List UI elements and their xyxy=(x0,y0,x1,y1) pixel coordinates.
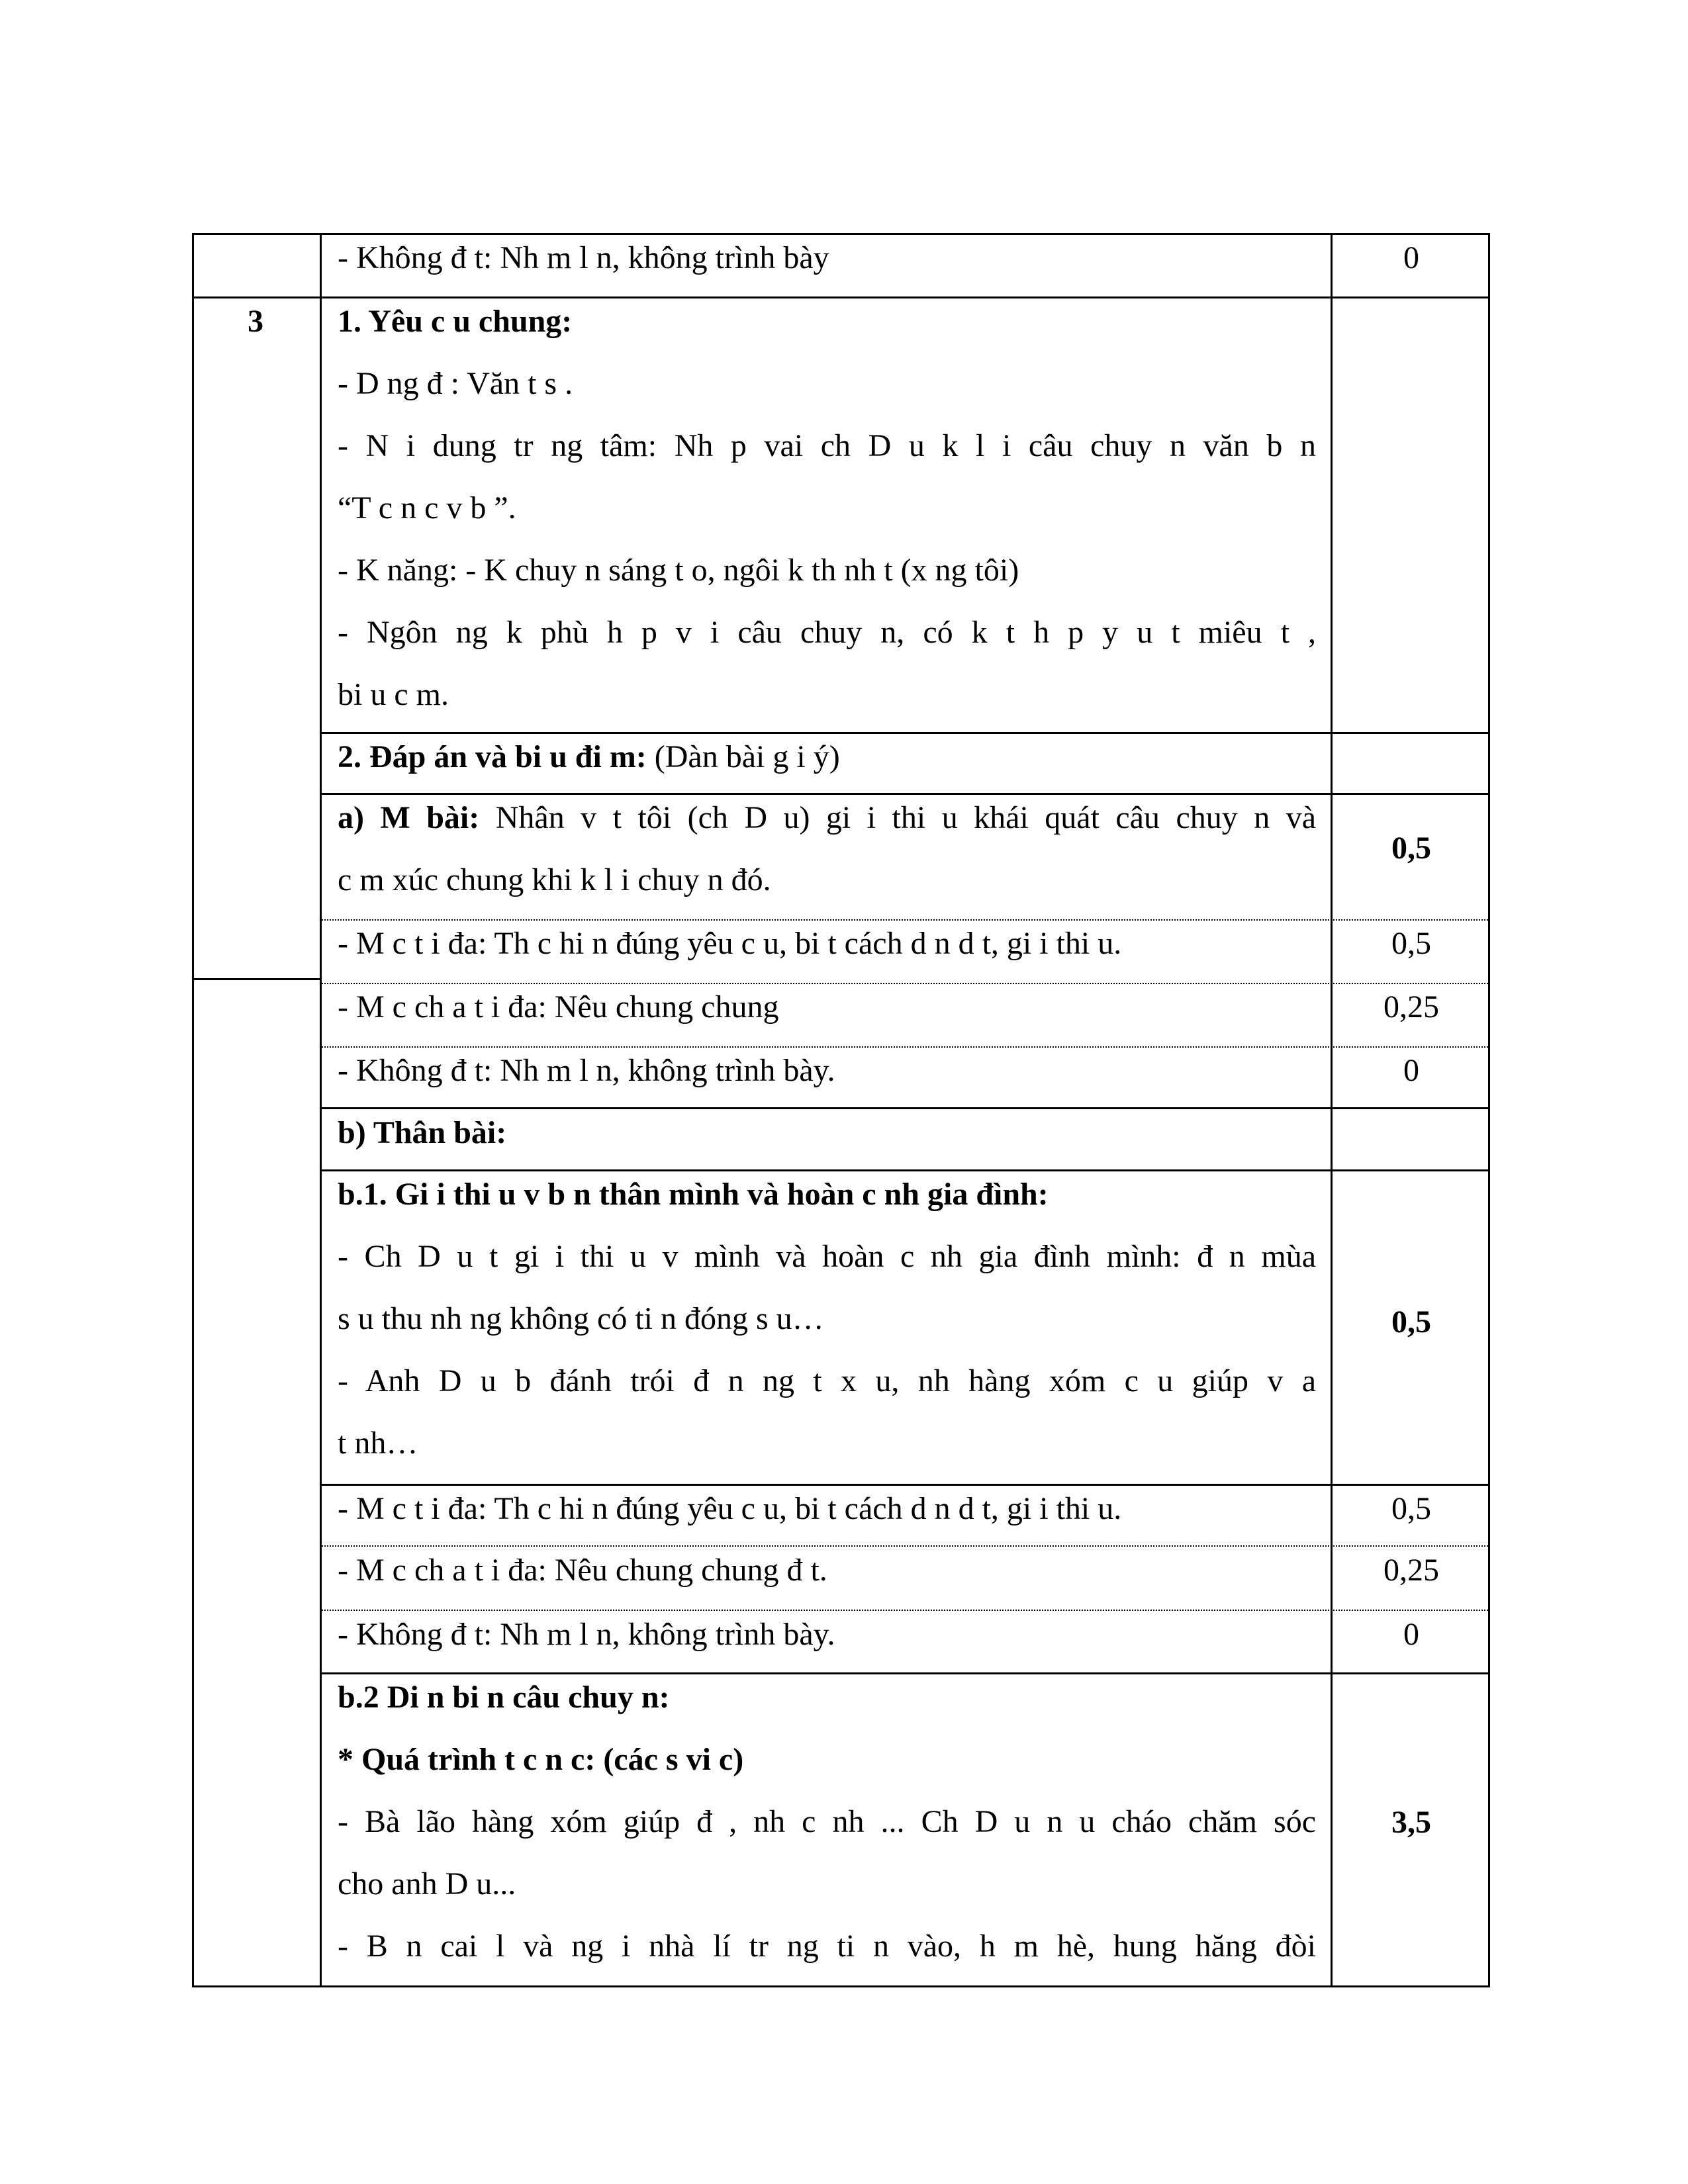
table-border-left-upper xyxy=(192,233,194,981)
content-line: - B n cai l và ng i nhà lí tr ng ti n vào, h m hè, hung hăng đòi xyxy=(338,1929,1316,1964)
row-border xyxy=(320,793,1490,795)
content-line: - Ch D u t gi i thi u v mình và hoàn c nh gia đình mình: đ n mùa xyxy=(338,1239,1316,1274)
table-row: - Không đ t: Nh m l n, không trình bày. xyxy=(338,1617,835,1652)
intro-line xyxy=(338,799,1316,836)
row-border xyxy=(192,978,322,980)
intro-line: c m xúc chung khi k l i chuy n đó. xyxy=(338,862,771,897)
subsection-heading: b.2 Di n bi n câu chuy n: xyxy=(338,1680,670,1715)
answer-key-heading xyxy=(338,739,840,775)
intro-heading: a) M bài: xyxy=(338,800,480,835)
content-line: t nh… xyxy=(338,1426,418,1461)
score-cell: 0 xyxy=(1403,240,1419,275)
self-introduction-block xyxy=(338,1176,1316,1474)
section-heading-note: (Dàn bài g i ý) xyxy=(646,739,840,774)
intro-block xyxy=(338,799,1316,912)
criteria-text: - Không đ t: Nh m l n, không trình bày xyxy=(338,240,829,275)
requirement-line: - D ng đ : Văn t s . xyxy=(338,366,573,401)
body-heading: b) Thân bài: xyxy=(338,1115,507,1150)
row-border xyxy=(320,1672,1490,1674)
row-border xyxy=(320,1484,1490,1486)
score-cell: 0 xyxy=(1403,1053,1419,1088)
section-heading: 2. Đáp án và bi u đi m: xyxy=(338,739,647,774)
requirement-line: - K năng: - K chuy n sáng t o, ngôi k th nh t (x ng tôi) xyxy=(338,553,1019,588)
row-border xyxy=(320,732,1490,734)
requirement-line: - N i dung tr ng tâm: Nh p vai ch D u k l i câu chuy n văn b n xyxy=(338,428,1316,463)
requirement-line: “T c n c v b ”. xyxy=(338,490,516,525)
table-row xyxy=(338,240,829,276)
table-row: - M c t i đa: Th c hi n đúng yêu c u, bi t cách d n d t, gi i thi u. xyxy=(338,926,1122,961)
score-cell: 0 xyxy=(1403,1617,1419,1652)
content-line: - Anh D u b đánh trói đ n ng t x u, nh hàng xóm c u giúp v a xyxy=(338,1363,1316,1398)
content-line: s u thu nh ng không có ti n đóng s u… xyxy=(338,1301,824,1336)
section-heading: 1. Yêu c u chung: xyxy=(338,304,573,339)
score-cell: 0,5 xyxy=(1391,831,1431,866)
table-row: - M c t i đa: Th c hi n đúng yêu c u, bi t cách d n d t, gi i thi u. xyxy=(338,1491,1122,1526)
row-border xyxy=(192,296,1490,298)
content-line: cho anh D u... xyxy=(338,1866,516,1901)
general-requirements-block xyxy=(338,303,1316,720)
table-row: - Không đ t: Nh m l n, không trình bày. xyxy=(338,1053,835,1088)
intro-text: Nhân v t tôi (ch D u) gi i thi u khái quát câu chuy n và xyxy=(495,800,1317,835)
question-number: 3 xyxy=(248,304,263,339)
row-border-dotted xyxy=(320,1046,1490,1048)
score-cell: 0,25 xyxy=(1383,989,1439,1024)
score-cell: 0,5 xyxy=(1391,926,1431,961)
column-divider-2 xyxy=(1331,233,1333,1987)
score-cell: 0,25 xyxy=(1383,1553,1439,1588)
table-border-bottom xyxy=(192,1985,1490,1987)
subsection-heading: b.1. Gi i thi u v b n thân mình và hoàn c nh gia đình: xyxy=(338,1177,1049,1212)
score-cell: 3,5 xyxy=(1391,1805,1431,1840)
row-border xyxy=(320,1107,1490,1109)
column-divider-1 xyxy=(320,233,322,1987)
score-cell: 0,5 xyxy=(1391,1491,1431,1526)
table-border-left-lower xyxy=(192,978,194,1987)
table-border-right xyxy=(1488,233,1490,1987)
row-border-dotted xyxy=(320,1545,1490,1547)
story-development-block xyxy=(338,1679,1316,1983)
requirement-line: bi u c m. xyxy=(338,677,449,712)
row-border-dotted xyxy=(320,919,1490,921)
row-border-dotted xyxy=(320,983,1490,984)
content-line: - Bà lão hàng xóm giúp đ , nh c nh ... Ch D u n u cháo chăm sóc xyxy=(338,1804,1316,1839)
table-row: - M c ch a t i đa: Nêu chung chung đ t. xyxy=(338,1553,827,1588)
table-border-top xyxy=(192,233,1490,235)
table-row: - M c ch a t i đa: Nêu chung chung xyxy=(338,989,779,1024)
subsection-subheading: * Quá trình t c n c: (các s vi c) xyxy=(338,1742,744,1777)
row-border xyxy=(320,1169,1490,1171)
row-border-dotted xyxy=(320,1610,1490,1611)
score-cell: 0,5 xyxy=(1391,1304,1431,1340)
requirement-line: - Ngôn ng k phù h p v i câu chuy n, có k t h p y u t miêu t , xyxy=(338,615,1316,650)
